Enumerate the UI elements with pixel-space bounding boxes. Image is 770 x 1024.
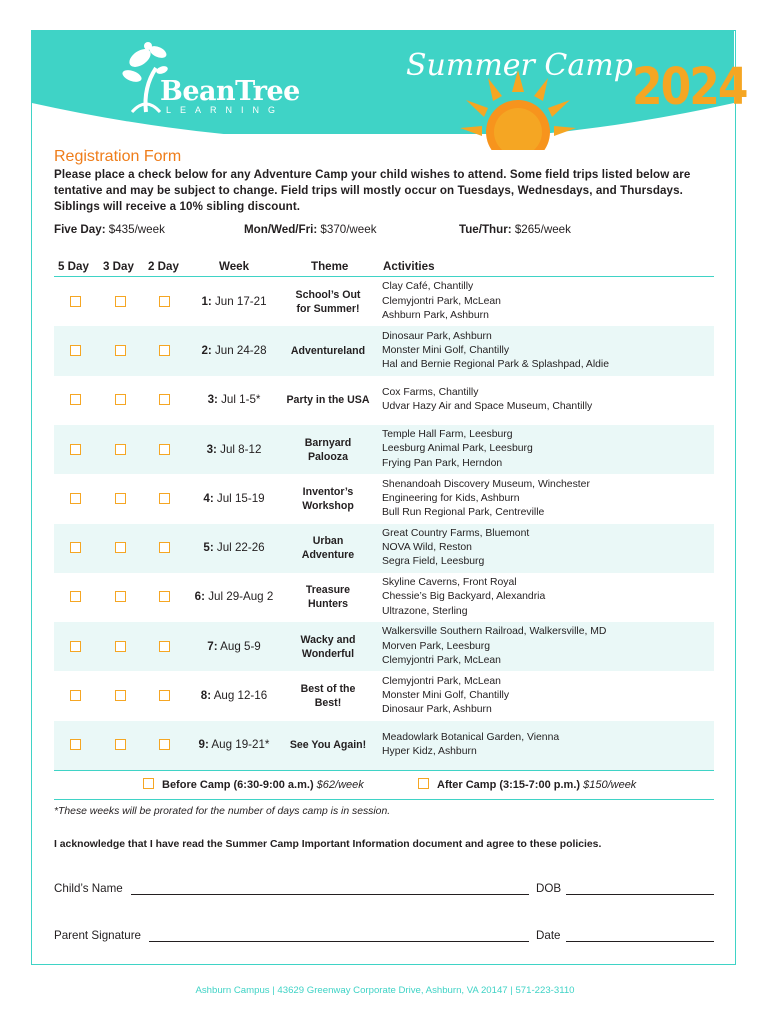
- header-2-day: 2 Day: [148, 260, 179, 273]
- two-day-checkbox[interactable]: [159, 394, 170, 405]
- five-day-checkbox[interactable]: [70, 444, 81, 455]
- table-row: [54, 573, 714, 622]
- five-day-checkbox[interactable]: [70, 542, 81, 553]
- activity-item: Frying Pan Park, Herndon: [382, 457, 503, 469]
- dob-field[interactable]: [566, 894, 714, 895]
- five-day-checkbox[interactable]: [70, 641, 81, 652]
- price-tue-thur: Tue/Thur: $265/week: [459, 223, 571, 236]
- prorate-note: *These weeks will be prorated for the number of days camp is in session.: [54, 806, 391, 817]
- after-camp-checkbox[interactable]: [418, 778, 429, 789]
- theme-cell: Treasure Hunters: [305, 584, 351, 611]
- activity-item: Walkersville Southern Railroad, Walkersville, MD: [382, 626, 607, 638]
- header-theme: Theme: [311, 260, 349, 273]
- logo-wordmark: BeanTree: [160, 76, 300, 107]
- theme-cell: Wacky and Wonderful: [300, 633, 356, 660]
- activity-item: Udvar Hazy Air and Space Museum, Chantilly: [382, 401, 593, 413]
- table-row: [54, 524, 714, 573]
- activity-item: Monster Mini Golf, Chantilly: [382, 344, 510, 356]
- activity-item: NOVA Wild, Reston: [382, 542, 472, 554]
- theme-cell: Best of the Best!: [300, 683, 356, 710]
- activity-item: Dinosaur Park, Ashburn: [382, 330, 492, 342]
- activity-item: Temple Hall Farm, Leesburg: [382, 429, 513, 441]
- two-day-checkbox[interactable]: [159, 641, 170, 652]
- theme-cell: Urban Adventure: [301, 535, 355, 562]
- header-3-day: 3 Day: [103, 260, 134, 273]
- three-day-checkbox[interactable]: [115, 345, 126, 356]
- dob-label: DOB: [536, 882, 562, 895]
- intro-paragraph: Please place a check below for any Adventure Camp your child wishes to attend. Some field trips listed below are tentative and may be subject to change. Field trips will mostly occur on Tuesdays, Wednesdays, and Thursdays. Siblings will receive a 10% sibling discount.: [54, 168, 691, 213]
- date-label: Date: [536, 929, 561, 942]
- activity-item: Shenandoah Discovery Museum, Winchester: [382, 478, 590, 490]
- three-day-checkbox[interactable]: [115, 591, 126, 602]
- theme-cell: School’s Out for Summer!: [295, 288, 361, 315]
- activity-item: Segra Field, Leesburg: [382, 556, 485, 568]
- before-camp-option: Before Camp (6:30-9:00 a.m.) $62/week: [162, 779, 364, 791]
- three-day-checkbox[interactable]: [115, 444, 126, 455]
- three-day-checkbox[interactable]: [115, 542, 126, 553]
- week-cell: 8: Aug 12-16: [200, 689, 268, 703]
- price-five-day: Five Day: $435/week: [54, 223, 165, 236]
- activity-item: Morven Park, Leesburg: [382, 640, 491, 652]
- activity-item: Ashburn Park, Ashburn: [382, 309, 489, 321]
- week-cell: 3: Jul 8-12: [206, 442, 262, 456]
- activity-item: Hal and Bernie Regional Park & Splashpad, Aldie: [382, 359, 610, 371]
- summer-camp-title: Summer Camp: [406, 48, 633, 83]
- two-day-checkbox[interactable]: [159, 690, 170, 701]
- five-day-checkbox[interactable]: [70, 739, 81, 750]
- two-day-checkbox[interactable]: [159, 542, 170, 553]
- two-day-checkbox[interactable]: [159, 739, 170, 750]
- table-row: [54, 721, 714, 770]
- header-week: Week: [219, 260, 250, 273]
- child-name-field[interactable]: [131, 894, 529, 895]
- activities-cell: [382, 386, 592, 414]
- week-cell: 3: Jul 1-5*: [207, 393, 261, 407]
- week-cell: 6: Jul 29-Aug 2: [194, 590, 274, 604]
- logo-subtitle: LEARNING: [166, 105, 285, 115]
- parent-signature-label: Parent Signature: [54, 929, 142, 942]
- price-mwf: Mon/Wed/Fri: $370/week: [244, 223, 377, 236]
- two-day-checkbox[interactable]: [159, 296, 170, 307]
- three-day-checkbox[interactable]: [115, 493, 126, 504]
- activity-item: Cox Farms, Chantilly: [382, 387, 479, 399]
- table-row: [54, 474, 714, 523]
- table-row: [54, 376, 714, 425]
- week-cell: 2: Jun 24-28: [201, 343, 267, 357]
- header-activities: Activities: [383, 260, 435, 273]
- year-title: 2024: [632, 58, 747, 117]
- week-cell: 1: Jun 17-21: [201, 294, 267, 308]
- five-day-checkbox[interactable]: [70, 493, 81, 504]
- table-row: [54, 277, 714, 326]
- two-day-checkbox[interactable]: [159, 444, 170, 455]
- activity-item: Engineering for Kids, Ashburn: [382, 492, 520, 504]
- activity-item: Meadowlark Botanical Garden, Vienna: [382, 732, 560, 744]
- after-camp-option: After Camp (3:15-7:00 p.m.) $150/week: [437, 779, 637, 791]
- three-day-checkbox[interactable]: [115, 296, 126, 307]
- activity-item: Great Country Farms, Bluemont: [382, 527, 530, 539]
- activities-cell: [382, 625, 606, 668]
- week-cell: 7: Aug 5-9: [207, 639, 261, 653]
- activity-item: Chessie’s Big Backyard, Alexandria: [382, 591, 546, 603]
- registration-form-title: Registration Form: [54, 148, 182, 165]
- five-day-checkbox[interactable]: [70, 690, 81, 701]
- header-5-day: 5 Day: [58, 260, 89, 273]
- activity-item: Leesburg Animal Park, Leesburg: [382, 443, 533, 455]
- table-row: [54, 326, 714, 375]
- theme-cell: Inventor’s Workshop: [302, 485, 354, 512]
- five-day-checkbox[interactable]: [70, 394, 81, 405]
- parent-signature-field[interactable]: [149, 941, 529, 942]
- activities-cell: [382, 330, 609, 373]
- three-day-checkbox[interactable]: [115, 739, 126, 750]
- acknowledgement-text: I acknowledge that I have read the Summer Camp Important Information document and agree to these policies.: [54, 839, 602, 850]
- table-row: [54, 671, 714, 720]
- five-day-checkbox[interactable]: [70, 296, 81, 307]
- activity-item: Clemyjontri Park, McLean: [382, 295, 501, 307]
- before-camp-checkbox[interactable]: [143, 778, 154, 789]
- child-name-label: Child’s Name: [54, 882, 123, 895]
- week-cell: 9: Aug 19-21*: [198, 738, 270, 752]
- activities-cell: [382, 731, 559, 759]
- two-day-checkbox[interactable]: [159, 345, 170, 356]
- week-cell: 5: Jul 22-26: [203, 541, 265, 555]
- activity-item: Ultrazone, Sterling: [382, 605, 468, 617]
- table-row: [54, 425, 714, 474]
- theme-cell: See You Again!: [289, 739, 367, 752]
- activities-cell: [382, 527, 529, 570]
- three-day-checkbox[interactable]: [115, 690, 126, 701]
- five-day-checkbox[interactable]: [70, 591, 81, 602]
- two-day-checkbox[interactable]: [159, 493, 170, 504]
- activity-item: Bull Run Regional Park, Centreville: [382, 506, 545, 518]
- theme-cell: Party in the USA: [286, 394, 370, 407]
- activity-item: Hyper Kidz, Ashburn: [382, 746, 477, 758]
- activities-cell: [382, 428, 533, 471]
- theme-cell: Adventureland: [290, 344, 366, 357]
- activity-item: Skyline Caverns, Front Royal: [382, 577, 517, 589]
- five-day-checkbox[interactable]: [70, 345, 81, 356]
- extras-divider: [54, 799, 714, 800]
- activity-item: Dinosaur Park, Ashburn: [382, 704, 492, 716]
- activities-cell: [382, 675, 509, 718]
- activity-item: Clemyjontri Park, McLean: [382, 675, 501, 687]
- footer-address: Ashburn Campus | 43629 Greenway Corporate Drive, Ashburn, VA 20147 | 571-223-3110: [195, 985, 575, 996]
- activity-item: Monster Mini Golf, Chantilly: [382, 689, 510, 701]
- table-bottom-divider: [54, 770, 714, 771]
- activities-cell: [382, 576, 545, 619]
- three-day-checkbox[interactable]: [115, 641, 126, 652]
- two-day-checkbox[interactable]: [159, 591, 170, 602]
- theme-cell: Barnyard Palooza: [304, 436, 352, 463]
- date-field[interactable]: [566, 941, 714, 942]
- table-row: [54, 622, 714, 671]
- activities-cell: [382, 280, 501, 323]
- week-cell: 4: Jul 15-19: [203, 491, 265, 505]
- three-day-checkbox[interactable]: [115, 394, 126, 405]
- activity-item: Clay Café, Chantilly: [382, 281, 474, 293]
- activities-cell: [382, 478, 590, 521]
- activity-item: Clemyjontri Park, McLean: [382, 654, 501, 666]
